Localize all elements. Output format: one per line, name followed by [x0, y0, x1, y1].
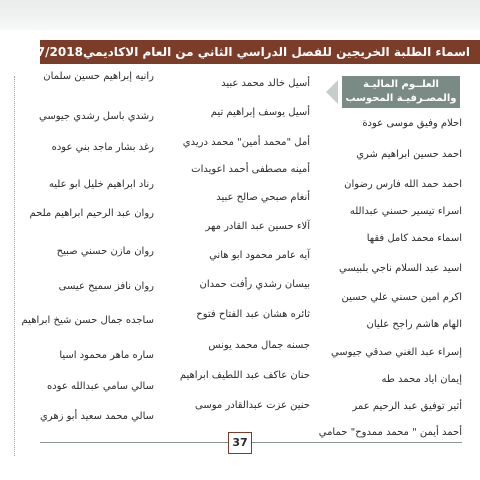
name-item: اسراء تيسير حسني عبدالله: [349, 206, 462, 217]
name-item: أسيل يوسف إبراهيم تيم: [210, 107, 310, 118]
name-item: الهام هاشم راجح عليان: [366, 319, 462, 330]
name-item: رشدي باسل رشدي جيوسي: [39, 111, 154, 122]
name-item: ثائره هشان عبد الفتاح فتوح: [196, 309, 310, 320]
name-item: آلاء حسين عبد القادر مهر: [205, 221, 310, 232]
name-item: احلام وفيق موسى عودة: [362, 118, 462, 129]
dept-arrow-icon: [326, 80, 338, 104]
name-item: أسيل خالد محمد عبيد: [221, 78, 310, 89]
department-label: [342, 76, 460, 108]
footer-rule-right: [252, 442, 462, 443]
name-item: رغد بشار ماجد بني عوده: [51, 142, 154, 153]
name-item: ساجده جمال حسن شيخ ابراهيم: [21, 315, 154, 326]
name-item: إسراء عبد الغني صدقي جيوسي: [330, 347, 462, 358]
name-item: اسماء محمد كامل فقها: [366, 233, 462, 244]
name-item: آيه عامر محمود ابو هاني: [209, 250, 310, 261]
page-header-band: [0, 0, 480, 30]
name-item: أنغام صبحي صالح عبيد: [216, 192, 310, 203]
name-item: أحمد أيمن " محمد ممدوح" حمامي: [318, 427, 462, 438]
name-item: بيسان رشدي رأفت حمدان: [199, 279, 310, 290]
name-item: ساره ماهر محمود اسيا: [59, 350, 154, 361]
side-divider: [14, 76, 15, 456]
name-item: سالي محمد سعيد أبو زهري: [39, 411, 154, 422]
name-item: أمينه مصطفى أحمد اعويدات: [191, 164, 310, 175]
name-item: إيمان اياد محمد طه: [381, 374, 462, 385]
name-item: اسيد عبد السلام ناجي بلبيسي: [338, 263, 462, 274]
name-item: سالي سامي عبدالله عوده: [46, 381, 154, 392]
name-item: رانيه إبراهيم حسين سلمان: [43, 71, 154, 82]
page-title: اسماء الطلبة الخريجين للفصل الدراسي الثاني من العام الاكاديمي2017/2018: [11, 45, 470, 59]
footer-rule-left: [40, 442, 228, 443]
name-item: روان نافز سميح عيسى: [58, 281, 154, 292]
name-item: اكرم امين حسني علي حسين: [341, 292, 462, 303]
page-number: 37: [228, 432, 252, 454]
name-item: أمل "محمد أمين" محمد دريدي: [182, 137, 310, 148]
name-item: جسنه جمال محمد يونس: [208, 340, 310, 351]
name-item: احمد حمد الله فارس رضوان: [344, 179, 462, 190]
name-item: روان مازن حسني صبيح: [56, 246, 154, 257]
name-item: احمد حسين ابراهيم شري: [356, 149, 462, 160]
name-item: أثير توفيق عبد الرحيم عمر: [352, 401, 462, 412]
department-line-1: العلــوم الماليـة: [363, 79, 439, 90]
name-item: حنين عزت عبدالقادر موسى: [195, 400, 310, 411]
name-item: حنان عاكف عبد اللطيف ابراهيم: [179, 370, 310, 381]
department-line-2: والمصـرفيـة المحوسب: [345, 93, 457, 104]
name-item: رناد ابراهيم خليل ابو عليه: [48, 179, 154, 190]
name-item: روان عبد الرحيم ابراهيم ملحم: [29, 208, 154, 219]
